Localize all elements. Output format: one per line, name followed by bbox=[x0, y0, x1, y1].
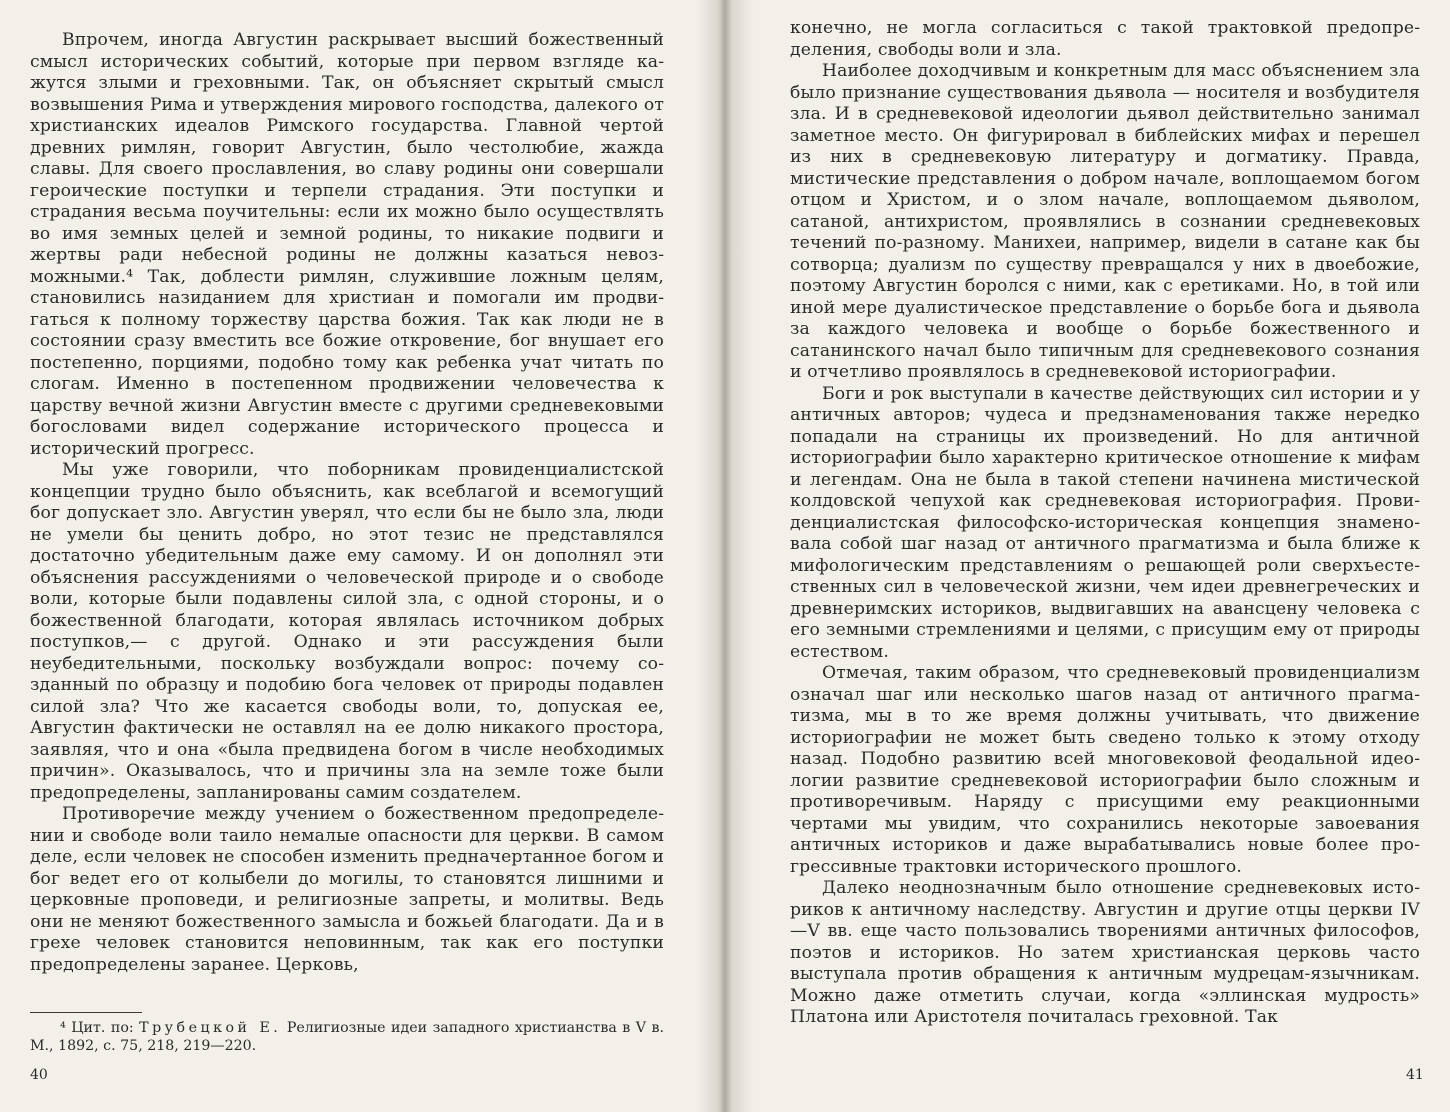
paragraph-continuation: конечно, не могла согласиться с такой трактовкой предопределения, свободы воли и зла. bbox=[790, 18, 1420, 60]
paragraph: Далеко неоднозначным было отношение средневековых историков к античному наследству. Августин и другие отцы церкви IV—V вв. еще часто пользовались творениями античных философов, поэтов и историков. Но затем христианская церковь часто выступала против обращения к античным мудрецам-язычникам. Можно даже отметить случаи, когда «эллинская мудрость» Платона или Аристотеля почиталась греховной. Так bbox=[790, 878, 1420, 1027]
right-page-body bbox=[790, 18, 1420, 1029]
footnote-marker: ⁴ bbox=[60, 1020, 66, 1036]
paragraph: Боги и рок выступали в качестве действующих сил истории и у античных авторов; чудеса и предзнаменования также нередко попадали на страницы их произведений. Но для античной историографии было характерно критическое отношение к мифам и легендам. Она не была в такой степени начинена мистической колдовской чепухой как средневековая историография. Провиденциалистская философско-историческая концепция знаменовала собой шаг назад от античного прагматизма и была ближе к мифологическим представлениям о решающей роли сверхъестественных сил в человеческой жизни, чем идеи древнегреческих и древнеримских историков, выдвигавших на авансцену человека с его земными стремлениями и целями, с присущим ему от природы естеством. bbox=[790, 383, 1420, 662]
paragraph: Противоречие между учением о божественном предопределении и свободе воли таило немалые опасности для церкви. В самом деле, если человек не способен изменить предначертанное богом и бог ведет его от колыбели до могилы, то становятся лишними и церковные проповеди, и религиозные запреты, и молитвы. Ведь они не меняют божественного замысла и божьей благодати. Да и в грехе человек становится неповинным, так как его поступки предопределены заранее. Церковь, bbox=[30, 804, 664, 975]
book-gutter bbox=[696, 0, 754, 1112]
paragraph: Впрочем, иногда Августин раскрывает высший божественный смысл исторических событий, которые при первом взгляде кажутся злыми и греховными. Так, он объясняет скрытый смысл возвышения Рима и утверждения мирового господства, далекого от христианских идеалов Римского государства. Главной чертой древних римлян, говорит Августин, было честолюбие, жажда славы. Для своего прославления, во славу родины они совершали героические поступки и терпели страдания. Эти поступки и страдания весьма поучительны: если их можно было осуществлять во имя земных целей и земной родины, то никакие подвиги и жертвы ради небесной родины не должны казаться невозможными.⁴ Так, доблести римлян, служившие ложным целям, становились назиданием для христиан и помогали им продвигаться к полному торжеству царства божия. Так как люди не в состоянии сразу вместить все божие откровение, бог внушает его постепенно, порциями, подобно тому как ребенка учат читать по слогам. Именно в постепенном продвижении человечества к царству вечной жизни Августин вместе с другими средневековыми богословами видел содержание исторического процесса и исторический прогресс. bbox=[30, 30, 664, 459]
left-page-body bbox=[30, 30, 664, 976]
page-number-right: 41 bbox=[1406, 1067, 1424, 1083]
page-number-left: 40 bbox=[30, 1067, 48, 1083]
footnote-author: Трубецкой Е. bbox=[139, 1020, 282, 1036]
right-page bbox=[725, 0, 1450, 1112]
footnote-rest: Религиозные идеи западного христианства в V в. М., 1892, с. 75, 218, 219—220. bbox=[30, 1020, 665, 1054]
footnote bbox=[30, 1020, 664, 1055]
paragraph: Мы уже говорили, что поборникам провиденциалистской концепции трудно было объяснить, как всеблагой и всемогущий бог допускает зло. Августин уверял, что если бы не было зла, люди не умели бы ценить добро, но этот тезис не представлялся достаточно убедительным даже ему самому. И он дополнял эти объяснения рассуждениями о человеческой природе и о свободе воли, которые были подавлены силой зла, с одной стороны, и о божественной благодати, которая являлась источником добрых поступков,— с другой. Однако и эти рассуждения были неубедительными, поскольку возбуждали вопрос: почему созданный по образцу и подобию бога человек от природы подавлен силой зла? Что же касается свободы воли, то, допуская ее, Августин фактически не оставлял на ее долю никакого простора, заявляя, что и она «была предвидена богом в числе необходимых причин». Оказывалось, что и причины зла на земле тоже были предопределены, запланированы самим создателем. bbox=[30, 460, 664, 803]
paragraph: Наиболее доходчивым и конкретным для масс объяснением зла было признание существования дьявола — носителя и возбудителя зла. И в средневековой идеологии дьявол действительно занимал заметное место. Он фигурировал в библейских мифах и перешел из них в средневековую литературу и догматику. Правда, мистические представления о добром начале, воплощаемом богом отцом и Христом, и о злом начале, воплощаемом дьяволом, сатаной, антихристом, проявлялись в сознании средневековых течений по-разному. Манихеи, например, видели в сатане как бы сотворца; дуализм по существу превращался у них в двоебожие, поэтому Августин боролся с ними, как с еретиками. Но, в той или иной мере дуалистическое представление о борьбе бога и дьявола за каждого человека и вообще о борьбе божественного и сатанинского начал было типичным для средневекового сознания и отчетливо проявлялось в средневековой историографии. bbox=[790, 61, 1420, 382]
footnote-prefix: Цит. по: bbox=[71, 1020, 134, 1036]
footnote-text bbox=[30, 1020, 664, 1055]
footnote-divider bbox=[30, 1012, 142, 1013]
paragraph: Отмечая, таким образом, что средневековый провиденциализм означал шаг или несколько шагов назад от античного прагматизма, мы в то же время должны учитывать, что движение историографии не может быть сведено только к этому отходу назад. Подобно развитию всей многовековой феодальной идеологии развитие средневековой историографии было сложным и противоречивым. Наряду с присущими ему реакционными чертами мы увидим, что сохранились некоторые завоевания античных историков и даже вырабатывались новые более прогрессивные трактовки исторического прошлого. bbox=[790, 663, 1420, 877]
